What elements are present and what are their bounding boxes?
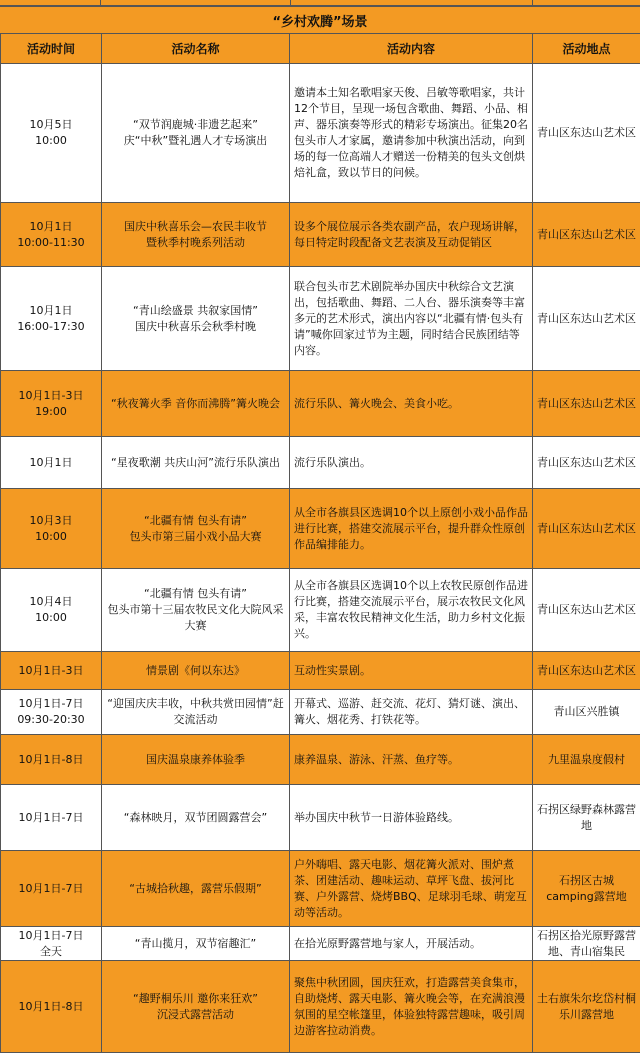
- event-name: “秋夜篝火季 音你而沸腾”篝火晚会: [102, 371, 290, 437]
- event-name: “趣野桐乐川 邀你来狂欢” 沉浸式露营活动: [102, 961, 290, 1053]
- event-time: 10月1日-7日: [1, 785, 102, 851]
- table-row: [1, 785, 640, 851]
- event-place: 青山区东达山艺术区: [533, 371, 640, 437]
- event-content: 流行乐队、篝火晚会、美食小吃。: [290, 371, 533, 437]
- event-name: “古城拾秋趣，露营乐假期”: [102, 851, 290, 927]
- event-place: 青山区东达山艺术区: [533, 267, 640, 371]
- event-time: 10月1日-8日: [1, 961, 102, 1053]
- event-content: 康养温泉、游泳、汗蒸、鱼疗等。: [290, 735, 533, 785]
- event-content: 从全市各旗县区选调10个以上农牧民原创作品进行比赛，搭建交流展示平台，展示农牧民文化风采，丰富农牧民精神文化生活，助力乡村文化振兴。: [290, 569, 533, 652]
- event-time: 10月1日 10:00-11:30: [1, 203, 102, 267]
- header-name: 活动名称: [102, 34, 290, 64]
- event-name: “青山绘盛景 共叙家国情” 国庆中秋喜乐会秋季村晚: [102, 267, 290, 371]
- event-content: 开幕式、巡游、赶交流、花灯、猜灯谜、演出、篝火、烟花秀、打铁花等。: [290, 690, 533, 735]
- table-row: [1, 267, 640, 371]
- table-row: [1, 64, 640, 203]
- event-place: 土右旗朱尔圪岱村桐乐川露营地: [533, 961, 640, 1053]
- event-name: “森林映月，双节团圆露营会”: [102, 785, 290, 851]
- header-place: 活动地点: [533, 34, 640, 64]
- table-row: [1, 371, 640, 437]
- table-row: [1, 437, 640, 489]
- event-time: 10月1日 16:00-17:30: [1, 267, 102, 371]
- event-name: “北疆有情 包头有请” 包头市第三届小戏小品大赛: [102, 489, 290, 569]
- event-content: 设多个展位展示各类农副产品，农户现场讲解，每日特定时段配备文艺表演及互动促销区: [290, 203, 533, 267]
- event-name: “北疆有情 包头有请” 包头市第十三届农牧民文化大院风采大赛: [102, 569, 290, 652]
- table-row: [1, 489, 640, 569]
- event-time: 10月5日 10:00: [1, 64, 102, 203]
- event-time: 10月1日: [1, 437, 102, 489]
- event-time: 10月1日-7日: [1, 851, 102, 927]
- table-row: [1, 851, 640, 927]
- event-place: 青山区东达山艺术区: [533, 489, 640, 569]
- event-time: 10月1日-3日 19:00: [1, 371, 102, 437]
- event-time: 10月4日 10:00: [1, 569, 102, 652]
- event-place: 青山区东达山艺术区: [533, 64, 640, 203]
- event-content: 邀请本土知名歌唱家天俊、吕敏等歌唱家，共计12个节目，呈现一场包含歌曲、舞蹈、小品、相声、器乐演奏等形式的精彩专场演出。征集20名包头市人才家属，邀请参加中秋演出活动，向到场的每一位高端人才赠送一份精美的包头文创烘焙礼盒，致以节日的问候。: [290, 64, 533, 203]
- event-place: 石拐区拾光原野露营地、青山宿集民: [533, 927, 640, 961]
- event-place: 青山区东达山艺术区: [533, 652, 640, 690]
- table-row: [1, 569, 640, 652]
- header-content: 活动内容: [290, 34, 533, 64]
- event-place: 石拐区绿野森林露营地: [533, 785, 640, 851]
- event-content: 举办国庆中秋节一日游体验路线。: [290, 785, 533, 851]
- event-name: “迎国庆庆丰收，中秋共赏田园情”赶交流活动: [102, 690, 290, 735]
- event-time: 10月1日-7日 09:30-20:30: [1, 690, 102, 735]
- event-content: 互动性实景剧。: [290, 652, 533, 690]
- event-name: 国庆温泉康养体验季: [102, 735, 290, 785]
- event-name: 国庆中秋喜乐会—农民丰收节 暨秋季村晚系列活动: [102, 203, 290, 267]
- event-place: 石拐区古城camping露营地: [533, 851, 640, 927]
- event-name: 情景剧《何以东达》: [102, 652, 290, 690]
- event-place: 青山区东达山艺术区: [533, 203, 640, 267]
- event-name: “星夜歌潮 共庆山河”流行乐队演出: [102, 437, 290, 489]
- event-place: 青山区兴胜镇: [533, 690, 640, 735]
- event-name: “双节润鹿城·非遗艺起来” 庆“中秋”暨礼遇人才专场演出: [102, 64, 290, 203]
- header-time: 活动时间: [1, 34, 102, 64]
- event-time: 10月3日 10:00: [1, 489, 102, 569]
- table-row: [1, 652, 640, 690]
- event-time: 10月1日-7日 全天: [1, 927, 102, 961]
- event-content: 聚焦中秋团圆，国庆狂欢，打造露营美食集市，自助烧烤、露天电影、篝火晚会等，在充满浪漫氛围的星空帐篷里，体验独特露营趣味，吸引周边游客拉动消费。: [290, 961, 533, 1053]
- event-place: 青山区东达山艺术区: [533, 437, 640, 489]
- table-row: [1, 961, 640, 1053]
- table-row: [1, 203, 640, 267]
- events-table: [0, 33, 640, 1053]
- scene-title: “乡村欢腾”场景: [0, 6, 640, 34]
- event-time: 10月1日-8日: [1, 735, 102, 785]
- table-row: [1, 927, 640, 961]
- event-content: 流行乐队演出。: [290, 437, 533, 489]
- table-row: [1, 735, 640, 785]
- event-content: 在拾光原野露营地与家人，开展活动。: [290, 927, 533, 961]
- event-content: 联合包头市艺术剧院举办国庆中秋综合文艺演出，包括歌曲、舞蹈、二人台、器乐演奏等丰富多元的艺术形式，演出内容以“北疆有情·包头有请”喊你回家过节为主题，同时结合民族团结等内容。: [290, 267, 533, 371]
- event-place: 九里温泉度假村: [533, 735, 640, 785]
- table-row: [1, 690, 640, 735]
- event-name: “青山揽月，双节宿趣汇”: [102, 927, 290, 961]
- event-time: 10月1日-3日: [1, 652, 102, 690]
- event-place: 青山区东达山艺术区: [533, 569, 640, 652]
- event-content: 从全市各旗县区选调10个以上原创小戏小品作品进行比赛，搭建交流展示平台，提升群众性原创作品编排能力。: [290, 489, 533, 569]
- event-content: 户外嗨唱、露天电影、烟花篝火派对、围炉煮茶、团建活动、趣味运动、草坪飞盘、拔河比赛、户外露营、烧烤BBQ、足球羽毛球、萌宠互动等活动。: [290, 851, 533, 927]
